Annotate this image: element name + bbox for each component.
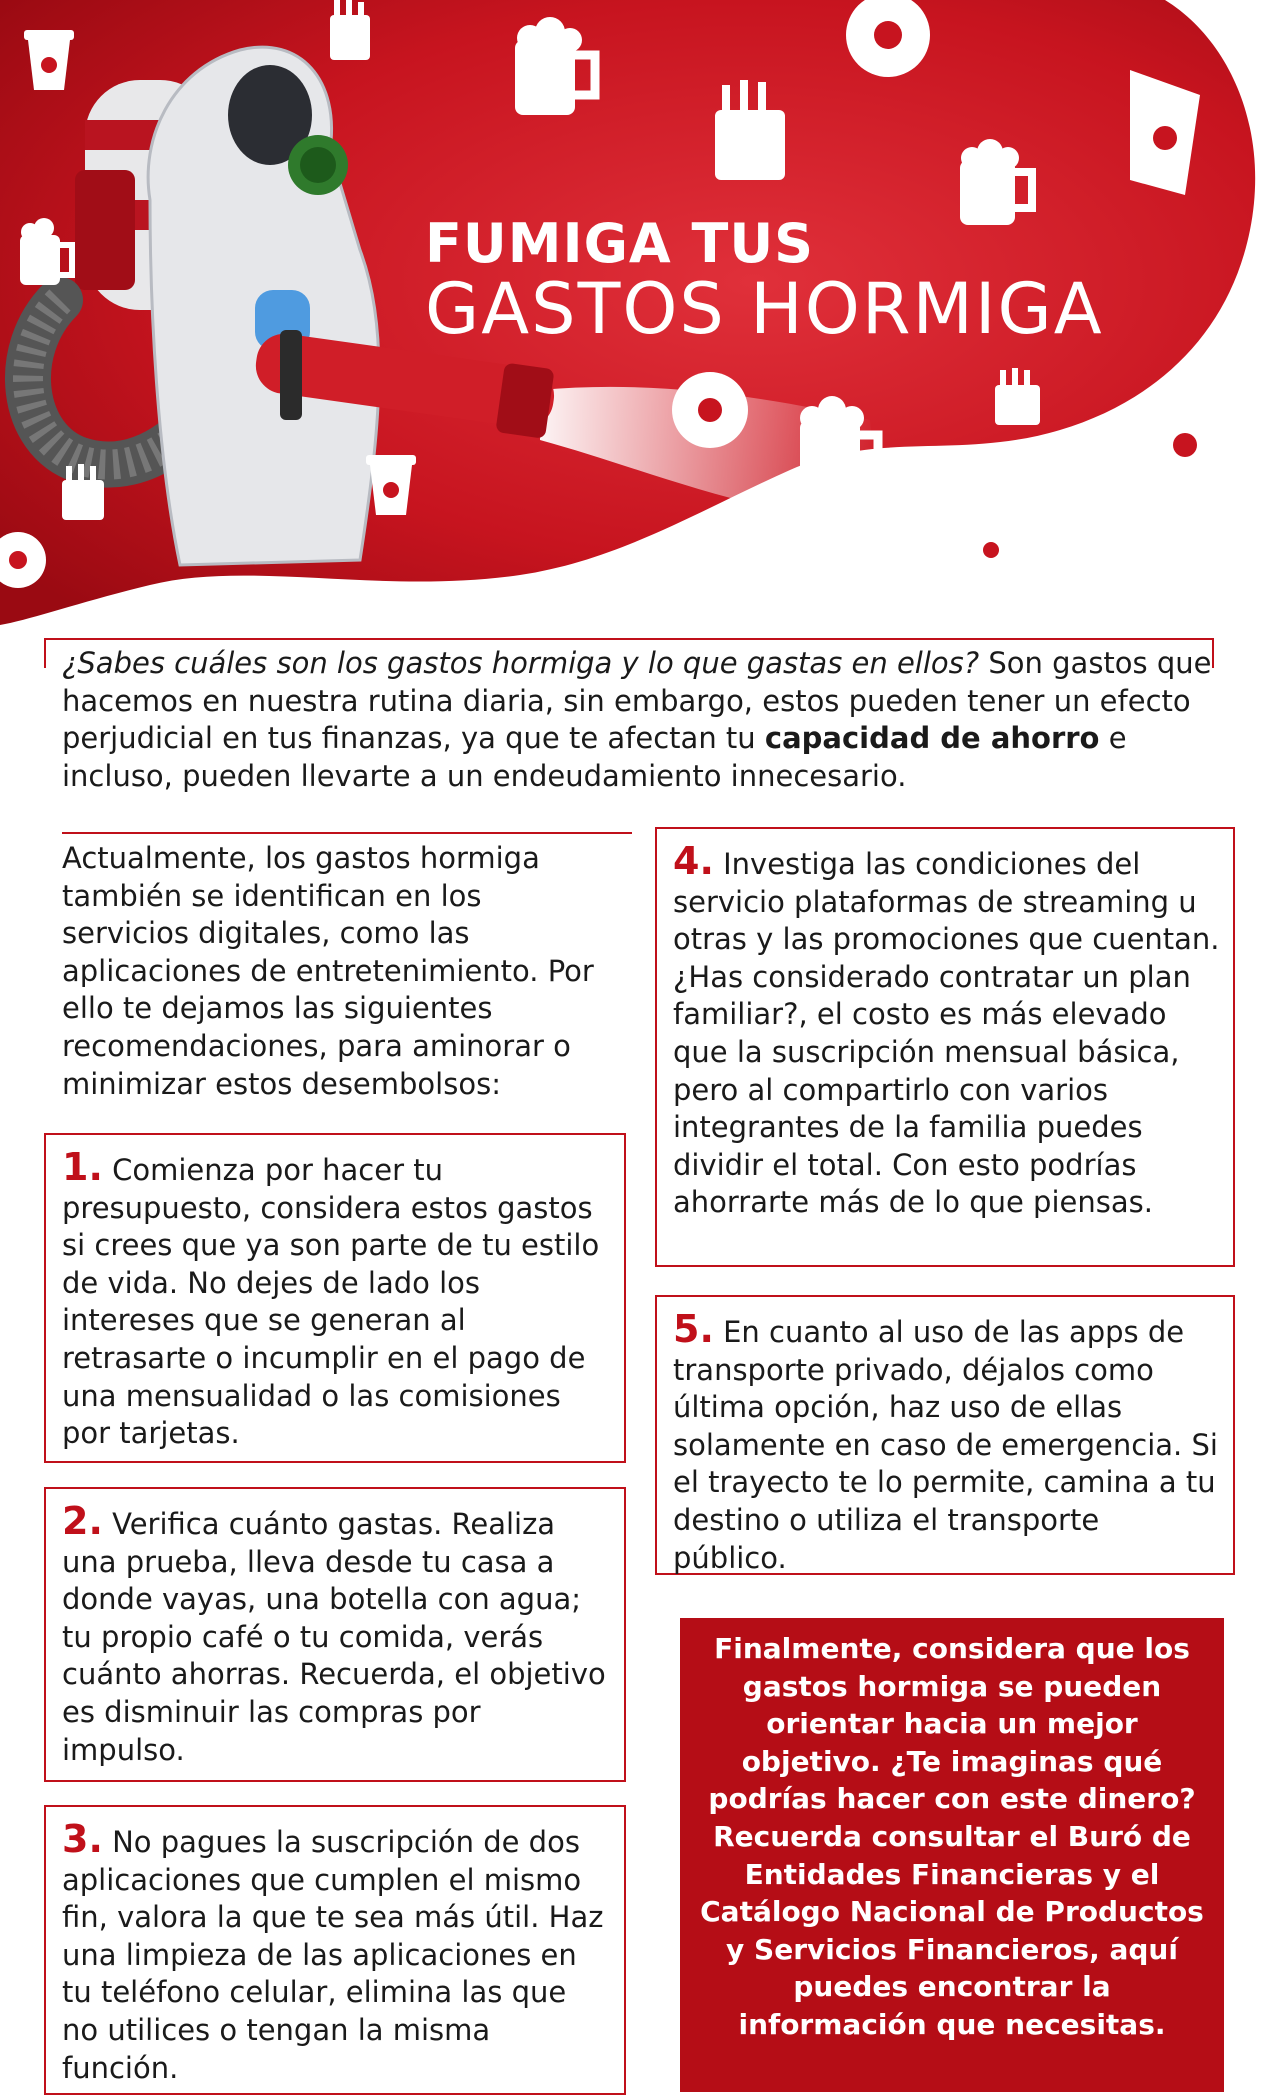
tip-number: 3. xyxy=(62,1817,103,1861)
tip-number: 1. xyxy=(62,1145,103,1189)
tip-box-1 xyxy=(44,1133,626,1463)
tip-text: Investiga las condiciones del servicio plataformas de streaming u otras y las promociones que cuentan. ¿Has considerado contratar un plan familiar?, el costo es más elevado que la suscripción mensual básica, pero al compartirlo con varios integrantes de la familia puedes dividir el total. Con esto podrías ahorrarte más de lo que piensas. xyxy=(673,847,1220,1220)
intro-left-tick xyxy=(44,638,46,668)
donut-icon xyxy=(672,372,748,448)
intro-text-a: Son gastos que hacemos en nuestra rutina diaria, sin embargo, estos pueden tener un efecto perjudicial en tus finanzas, ya que te afectan tu xyxy=(62,646,1212,756)
tip-box-4 xyxy=(655,827,1235,1267)
coffee-cup-icon xyxy=(966,515,1016,575)
intro-paragraph xyxy=(62,645,1222,795)
donut-icon xyxy=(1147,407,1223,483)
tip-box-3 xyxy=(44,1805,626,2095)
title-line-1: FUMIGA TUS xyxy=(425,212,815,275)
tip-text: No pagues la suscripción de dos aplicaciones que cumplen el mismo fin, valora la que te sea más útil. Haz una limpieza de las aplicaciones en tu teléfono celular, elimina las que no utilices o tengan la misma función. xyxy=(62,1825,604,2085)
tip-number: 4. xyxy=(673,839,714,883)
left-intro-paragraph: Actualmente, los gastos hormiga también se identifican en los servicios digitales, como las aplicaciones de entretenimiento. Por ello te dejamos las siguientes recomendaciones, para aminorar o minimizar estos desembolsos: xyxy=(62,841,594,1101)
fries-icon xyxy=(330,0,370,60)
title-line-2: GASTOS HORMIGA xyxy=(425,268,1104,350)
tip-box-5 xyxy=(655,1295,1235,1575)
tip-box-2 xyxy=(44,1487,626,1782)
left-intro-rule xyxy=(62,832,632,834)
intro-question: ¿Sabes cuáles son los gastos hormiga y lo que gastas en ellos? xyxy=(62,646,980,680)
tip-number: 2. xyxy=(62,1499,103,1543)
tip-text: Comienza por hacer tu presupuesto, considera estos gastos si crees que ya son parte de tu estilo de vida. No dejes de lado los intereses que se generan al retrasarte o incumplir en el pago de una mensualidad o las comisiones por tarjetas. xyxy=(62,1153,600,1451)
intro-text-b: e incluso, pueden llevarte a un endeudamiento innecesario. xyxy=(62,721,1127,793)
tip-text: Verifica cuánto gastas. Realiza una prueba, lleva desde tu casa a donde vayas, una botella con agua; tu propio café o tu comida, verás cuánto ahorras. Recuerda, el objetivo es disminuir las compras por impulso. xyxy=(62,1507,606,1767)
tip-text: En cuanto al uso de las apps de transporte privado, déjalos como última opción, haz uso de ellas solamente en caso de emergencia. Si el trayecto te lo permite, camina a tu destino o utiliza el transporte público. xyxy=(673,1315,1218,1575)
final-callout: Finalmente, considera que los gastos hormiga se pueden orientar hacia un mejor objetivo. ¿Te imaginas qué podrías hacer con este dinero? Recuerda consultar el Buró de Entidades Financieras y el Catálogo Nacional de Productos y Servicios Financieros, aquí puedes encontrar la información que necesitas. xyxy=(680,1618,1224,2092)
hero-banner xyxy=(0,0,1275,640)
tip-number: 5. xyxy=(673,1307,714,1351)
intro-bold: capacidad de ahorro xyxy=(764,721,1100,756)
intro-top-rule xyxy=(44,638,1214,640)
